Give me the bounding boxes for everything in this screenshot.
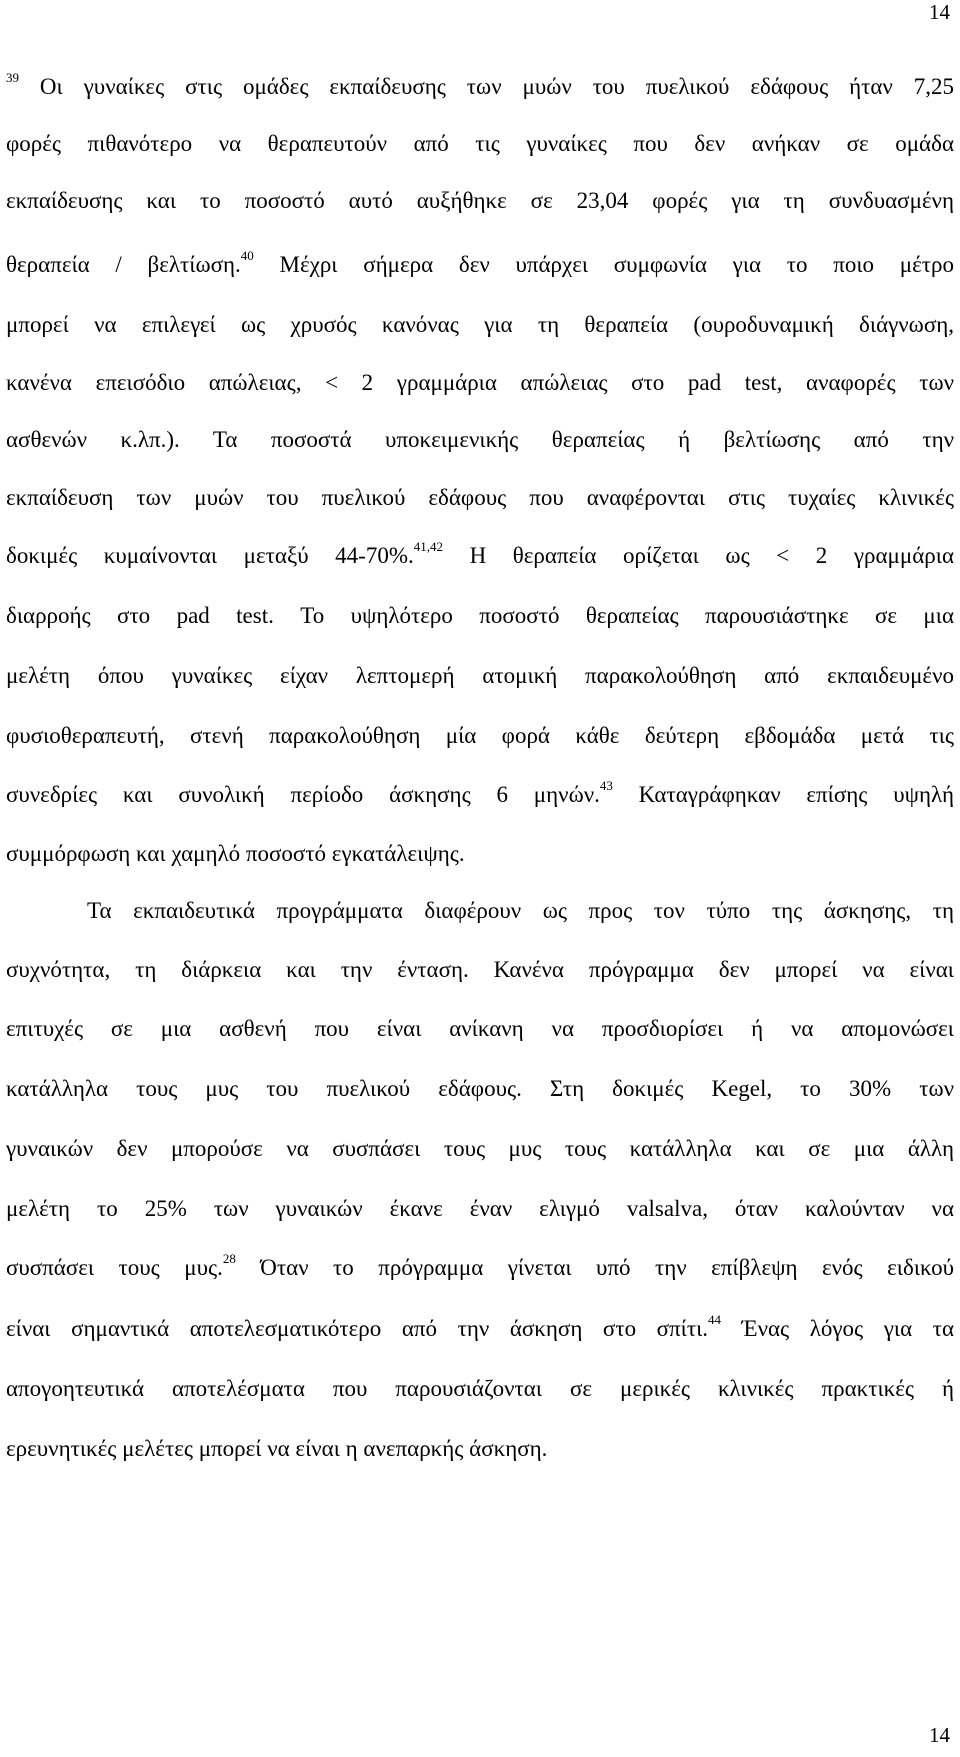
text-span: Μέχρι σήμερα δεν υπάρχει συμφωνία για το ποιο μέτρο — [253, 252, 954, 277]
text-line: απογοητευτικά αποτελέσματα που παρουσιάζονται σε μερικές κλινικές πρακτικές ή — [6, 1376, 954, 1401]
page-number-bottom: 14 — [929, 1723, 950, 1747]
text-line: επιτυχές σε μια ασθενή που είναι ανίκανη να προσδιορίσει ή να απομονώσει — [6, 1016, 954, 1041]
text-span: Ένας λόγος για τα — [721, 1316, 954, 1341]
text-line: κατάλληλα τους μυς του πυελικού εδάφους. Στη δοκιμές Kegel, το 30% των — [6, 1076, 954, 1101]
text-line: διαρροής στο pad test. Το υψηλότερο ποσοστό θεραπείας παρουσιάστηκε σε μια — [6, 603, 954, 628]
text-line: εκπαίδευσης και το ποσοστό αυτό αυξήθηκε σε 23,04 φορές για τη συνδυασμένη — [6, 188, 954, 213]
text-line: Τα εκπαιδευτικά προγράμματα διαφέρουν ως προς τον τύπο της άσκησης, τη — [87, 898, 954, 923]
text-line: φορές πιθανότερο να θεραπευτούν από τις γυναίκες που δεν ανήκαν σε ομάδα — [6, 131, 954, 156]
text-line: ασθενών κ.λπ.). Τα ποσοστά υποκειμενικής θεραπείας ή βελτίωσης από την — [6, 427, 954, 452]
text-span: Η θεραπεία ορίζεται ως < 2 γραμμάρια — [443, 543, 954, 568]
text-line — [6, 1314, 954, 1344]
text-line: συχνότητα, τη διάρκεια και την ένταση. Κανένα πρόγραμμα δεν μπορεί να είναι — [6, 957, 954, 982]
footnote-ref: 41,42 — [413, 539, 443, 554]
text-span: συνεδρίες και συνολική περίοδο άσκησης 6 μηνών. — [6, 782, 600, 807]
text-line: συμμόρφωση και χαμηλό ποσοστό εγκατάλειψης. — [6, 841, 465, 866]
text-line: μπορεί να επιλεγεί ως χρυσός κανόνας για τη θεραπεία (ουροδυναμική διάγνωση, — [6, 312, 954, 337]
text-span: Καταγράφηκαν επίσης υψηλή — [612, 782, 954, 807]
text-line: μελέτη το 25% των γυναικών έκανε έναν ελιγμό valsalva, όταν καλούνταν να — [6, 1196, 954, 1221]
footnote-ref: 43 — [599, 778, 613, 793]
text-span: συσπάσει τους μυς. — [6, 1255, 223, 1280]
text-span: Όταν το πρόγραμμα γίνεται υπό την επίβλεψη ενός ειδικού — [235, 1255, 954, 1280]
text-line: εκπαίδευση των μυών του πυελικού εδάφους που αναφέρονται στις τυχαίες κλινικές — [6, 485, 954, 510]
text-line — [6, 1253, 954, 1283]
text-span: δοκιμές κυμαίνονται μεταξύ 44-70%. — [6, 543, 414, 568]
footnote-ref: 28 — [222, 1251, 236, 1266]
text-line — [6, 541, 954, 571]
page-number-top: 14 — [929, 0, 950, 24]
text-line: ερευνητικές μελέτες μπορεί να είναι η ανεπαρκής άσκηση. — [6, 1436, 548, 1461]
footnote-ref: 40 — [240, 248, 254, 263]
footnote-ref: 39 — [6, 70, 19, 85]
text-span: θεραπεία / βελτίωση. — [6, 252, 241, 277]
text-line: φυσιοθεραπευτή, στενή παρακολούθηση μία φορά κάθε δεύτερη εβδομάδα μετά τις — [6, 723, 954, 748]
text-line: γυναικών δεν μπορούσε να συσπάσει τους μυς τους κατάλληλα και σε μια άλλη — [6, 1136, 954, 1161]
text-span: είναι σημαντικά αποτελεσματικότερο από την άσκηση στο σπίτι. — [6, 1316, 709, 1341]
text-line: μελέτη όπου γυναίκες είχαν λεπτομερή ατομική παρακολούθηση από εκπαιδευμένο — [6, 663, 954, 688]
text-line — [6, 780, 954, 810]
text-line: κανένα επεισόδιο απώλειας, < 2 γραμμάρια απώλειας στο pad test, αναφορές των — [6, 370, 954, 395]
footnote-ref: 44 — [708, 1312, 722, 1327]
text-span: Οι γυναίκες στις ομάδες εκπαίδευσης των μυών του πυελικού εδάφους ήταν 7,25 — [19, 74, 954, 99]
text-line — [6, 250, 954, 280]
text-line — [6, 72, 954, 102]
